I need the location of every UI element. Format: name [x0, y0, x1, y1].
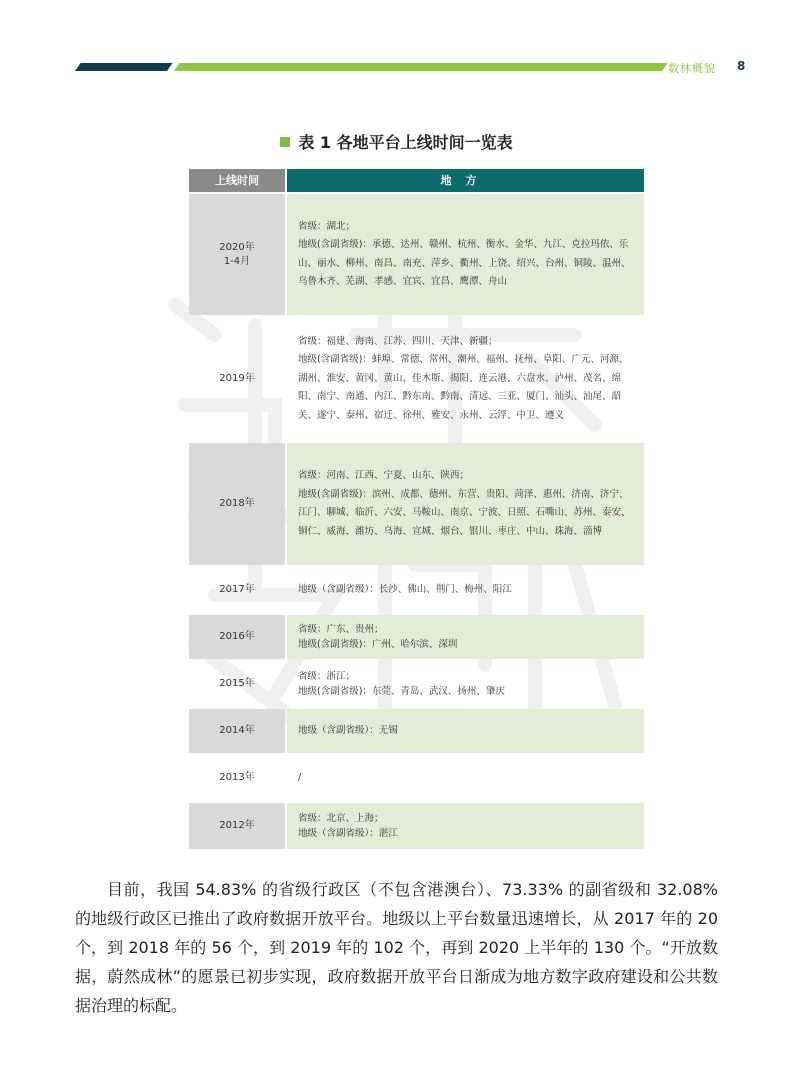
table-row [189, 803, 644, 849]
table-row [189, 755, 644, 801]
table-title [0, 130, 793, 153]
table-row [189, 317, 644, 441]
row-time: 2017年 [219, 584, 255, 595]
row-places: 省级：湖北； 地级(含副省级)：承德、达州、赣州、杭州、衡水、金华、九江、克拉玛依、乐山、丽水、柳州、南昌、南充、萍乡、衢州、上饶、绍兴、台州、铜陵、温州、乌鲁木齐、芜湖、孝感、宜宾、宜昌、鹰潭、舟山 [287, 194, 644, 315]
row-places: 省级：河南、江西、宁夏、山东、陕西； 地级(含副省级)：滨州、成都、德州、东营、贵阳、菏泽、惠州、济南、济宁、江门、聊城、临沂、六安、马鞍山、南京、宁波、日照、石嘴山、苏州、泰安、铜仁、威海、潍坊、乌海、宣城、烟台、银川、枣庄、中山、珠海、淄博 [287, 443, 644, 565]
column-header-place: 地方 [287, 169, 644, 192]
platform-launch-table [189, 169, 644, 849]
row-time: 2015年 [219, 678, 255, 689]
row-time: 2013年 [219, 772, 255, 783]
header-bar-green [174, 63, 668, 71]
page-number: 8 [737, 59, 746, 73]
table-row [189, 661, 644, 707]
row-time: 2012年 [189, 803, 285, 849]
row-places: 省级：广东、贵州； 地级(含副省级)：广州、哈尔滨、深圳 [287, 615, 644, 659]
table-row [189, 615, 644, 659]
table-row [189, 709, 644, 753]
row-places: / [298, 771, 302, 783]
row-time: 2019年 [219, 373, 255, 384]
row-places: 省级：福建、海南、江苏、四川、天津、新疆； 地级(含副省级)：蚌埠、常德、常州、潮州、福州、抚州、阜阳、广元、河源、湖州、淮安、黄冈、黄山、佳木斯、揭阳、连云港、六盘水、泸州、茂名、绵阳、南宁、南通、内江、黔东南、黔南、清远、三亚、厦门、汕头、汕尾、韶关、遂宁、泰州、宿迁、徐州、雅安、永州、云浮、中卫、遵义 [298, 335, 629, 421]
body-paragraph: 目前，我国 54.83% 的省级行政区（不包含港澳台）、73.33% 的副省级和 32.08% 的地级行政区已推出了政府数据开放平台。地级以上平台数量迅速增长，从 2017 年的 20 个，到 2018 年的 56 个，到 2019 年的 102 个，再到 2020 上半年的 130 个。“开放数据，蔚然成林”的愿景已初步实现，政府数据开放平台日渐成为地方数字政府建设和公共数据治理的标配。 [75, 880, 718, 1015]
header-bar-dark [75, 63, 173, 71]
table-header-row [189, 169, 644, 192]
title-bullet-square [280, 137, 290, 147]
row-time: 2018年 [189, 443, 285, 565]
header-section-title: 数林概貌 [668, 62, 716, 75]
row-places: 地级（含副省级）：长沙、佛山、荆门、梅州、阳江 [298, 583, 512, 595]
table-row [189, 443, 644, 565]
row-places: 地级（含副省级）：无锡 [287, 709, 644, 753]
row-time: 2016年 [189, 615, 285, 659]
column-header-time: 上线时间 [189, 169, 285, 192]
table-row [189, 194, 644, 315]
row-time: 2020年 1-4月 [189, 194, 285, 315]
table-title-text: 表 1 各地平台上线时间一览表 [298, 133, 513, 152]
table-row [189, 567, 644, 613]
row-time: 2014年 [189, 709, 285, 753]
row-places: 省级：北京、上海； 地级（含副省级）：湛江 [287, 803, 644, 849]
row-places: 省级：浙江； 地级(含副省级)：东莞、青岛、武汉、扬州、肇庆 [298, 671, 505, 697]
